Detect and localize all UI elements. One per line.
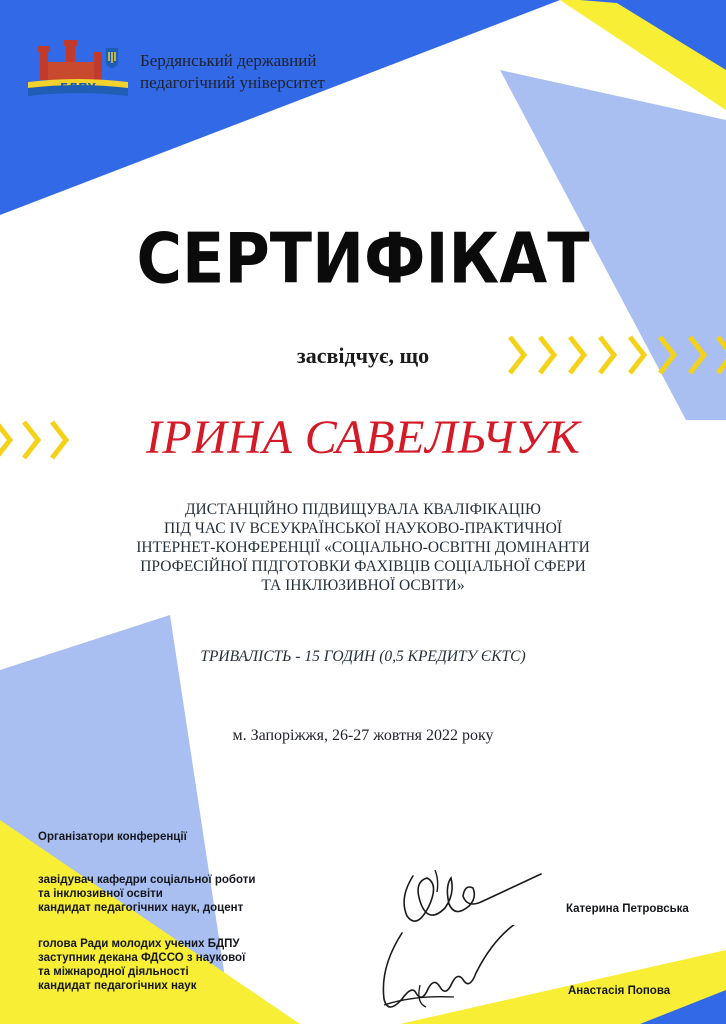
university-name-line1: Бердянський державний (140, 51, 317, 70)
description (50, 500, 676, 595)
organizers-title: Організатори конференції (38, 831, 187, 843)
recipient-name: ІРИНА САВЕЛЬЧУК (145, 411, 581, 464)
description-line: ПІД ЧАС IV ВСЕУКРАЇНСЬКОЇ НАУКОВО-ПРАКТИЧНОЇ (163, 520, 562, 537)
organizer-2-line: та міжнародної діяльності (38, 966, 189, 978)
organizer-2-name: Анастасія Попова (568, 985, 671, 997)
university-logo (26, 40, 130, 100)
university-name (140, 50, 440, 94)
description-line: ДИСТАНЦІЙНО ПІДВИЩУВАЛА КВАЛІФІКАЦІЮ (184, 501, 541, 518)
description-line: ІНТЕРНЕТ-КОНФЕРЕНЦІЇ «СОЦІАЛЬНО-ОСВІТНІ ДОМІНАНТИ (136, 539, 590, 556)
signature-2 (372, 925, 552, 1020)
organizer-1-position (38, 873, 298, 915)
description-line: ТА ІНКЛЮЗИВНОЇ ОСВІТИ» (261, 577, 465, 594)
organizer-1-name: Катерина Петровська (566, 903, 689, 915)
organizer-2-line: заступник декана ФДССО з наукової (38, 952, 246, 964)
logo-text: БДПУ (60, 81, 96, 94)
organizer-1-line: кандидат педагогічних наук, доцент (38, 902, 244, 914)
organizer-2-line: кандидат педагогічних наук (38, 980, 197, 992)
place-date-text: м. Запоріжжя, 26-27 жовтня 2022 року (232, 727, 494, 744)
certificate-title: СЕРТИФІКАТ (136, 217, 590, 300)
organizer-2-position (38, 937, 298, 993)
organizer-1-line: та інклюзивної освіти (38, 888, 163, 900)
certifies-text: засвідчує, що (296, 343, 430, 368)
organizer-1-line: завідувач кафедри соціальної роботи (38, 874, 256, 886)
university-name-line2: педагогічний університет (140, 73, 325, 92)
organizer-2-line: голова Ради молодих учених БДПУ (38, 938, 240, 950)
description-line: ПРОФЕСІЙНОЇ ПІДГОТОВКИ ФАХІВЦІВ СОЦІАЛЬНОЇ СФЕРИ (140, 558, 586, 575)
duration-text: ТРИВАЛІСТЬ - 15 ГОДИН (0,5 КРЕДИТУ ЄКТС) (200, 648, 526, 665)
